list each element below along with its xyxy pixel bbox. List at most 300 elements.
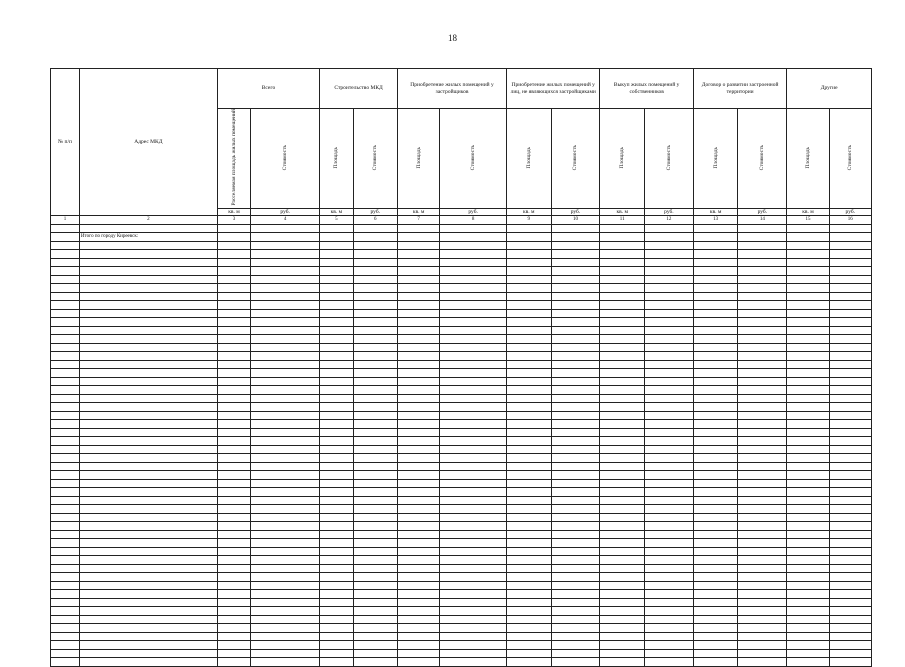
row-number	[51, 377, 80, 386]
row-value	[217, 556, 250, 565]
row-value	[551, 598, 600, 607]
row-number	[51, 479, 80, 488]
row-value	[398, 624, 440, 633]
subheader-area: Площадь	[525, 146, 532, 168]
row-value	[693, 352, 737, 361]
row-value	[353, 267, 398, 276]
row-address	[79, 411, 217, 420]
row-address	[79, 615, 217, 624]
row-value	[738, 564, 787, 573]
header-num: № п/п	[51, 69, 80, 216]
row-value	[320, 632, 353, 641]
row-value	[738, 241, 787, 250]
row-value	[738, 224, 787, 233]
row-number	[51, 301, 80, 310]
row-number	[51, 394, 80, 403]
row-value	[398, 326, 440, 335]
row-value	[398, 590, 440, 599]
row-value	[353, 564, 398, 573]
table-row	[51, 258, 872, 267]
row-value	[217, 292, 250, 301]
row-value	[251, 462, 320, 471]
row-value	[217, 479, 250, 488]
row-value	[600, 403, 644, 412]
row-value	[644, 335, 693, 344]
row-number	[51, 250, 80, 259]
row-value	[507, 581, 551, 590]
row-address	[79, 267, 217, 276]
row-value	[551, 454, 600, 463]
row-value	[644, 641, 693, 650]
table-row	[51, 369, 872, 378]
table-row	[51, 250, 872, 259]
row-value	[738, 556, 787, 565]
row-value	[829, 318, 871, 327]
subheader-cost: Стоимость	[665, 144, 672, 170]
row-value	[440, 403, 507, 412]
row-value	[440, 624, 507, 633]
row-value	[217, 488, 250, 497]
row-value	[787, 505, 829, 514]
row-value	[217, 360, 250, 369]
row-value	[353, 394, 398, 403]
column-number: 12	[644, 216, 693, 225]
row-value	[217, 369, 250, 378]
row-value	[353, 479, 398, 488]
row-value	[440, 241, 507, 250]
row-value	[353, 301, 398, 310]
row-value	[829, 394, 871, 403]
row-value	[320, 437, 353, 446]
row-value	[217, 573, 250, 582]
row-value	[787, 547, 829, 556]
row-address	[79, 547, 217, 556]
row-value	[600, 607, 644, 616]
unit-area: кв. м	[600, 208, 644, 215]
row-value	[600, 471, 644, 480]
row-value	[551, 624, 600, 633]
row-value	[507, 309, 551, 318]
row-value	[353, 360, 398, 369]
row-value	[738, 437, 787, 446]
row-value	[217, 624, 250, 633]
row-value	[440, 369, 507, 378]
row-value	[787, 335, 829, 344]
row-value	[644, 479, 693, 488]
row-value	[693, 420, 737, 429]
row-value	[440, 292, 507, 301]
row-value	[644, 437, 693, 446]
row-value	[353, 471, 398, 480]
row-value	[217, 590, 250, 599]
row-value	[787, 590, 829, 599]
column-number: 2	[79, 216, 217, 225]
table-row	[51, 607, 872, 616]
row-value	[738, 352, 787, 361]
row-value	[398, 292, 440, 301]
row-value	[353, 598, 398, 607]
row-value	[829, 547, 871, 556]
row-value	[787, 241, 829, 250]
subheader-area: Площадь	[619, 146, 626, 168]
row-value	[644, 564, 693, 573]
row-value	[693, 496, 737, 505]
row-value	[353, 641, 398, 650]
row-value	[440, 360, 507, 369]
row-value	[644, 488, 693, 497]
row-value	[251, 479, 320, 488]
row-value	[353, 462, 398, 471]
row-value	[251, 505, 320, 514]
row-address	[79, 394, 217, 403]
table-row	[51, 632, 872, 641]
table-row	[51, 556, 872, 565]
header-purchase-non-developers: Приобретение жилых помещений у лиц, не являющихся застройщиками	[507, 69, 600, 109]
row-value	[829, 292, 871, 301]
row-value	[217, 632, 250, 641]
row-value	[398, 479, 440, 488]
row-value	[738, 581, 787, 590]
row-value	[600, 632, 644, 641]
table-row	[51, 564, 872, 573]
row-value	[440, 496, 507, 505]
row-value	[398, 564, 440, 573]
row-value	[693, 488, 737, 497]
row-value	[787, 632, 829, 641]
row-value	[551, 615, 600, 624]
row-value	[600, 598, 644, 607]
row-address	[79, 530, 217, 539]
row-value	[320, 488, 353, 497]
column-number: 4	[251, 216, 320, 225]
row-value	[693, 624, 737, 633]
row-value	[829, 241, 871, 250]
row-value	[320, 377, 353, 386]
row-value	[829, 411, 871, 420]
row-value	[398, 420, 440, 429]
row-number	[51, 471, 80, 480]
table-row	[51, 224, 872, 233]
row-value	[551, 437, 600, 446]
row-value	[600, 564, 644, 573]
row-value	[551, 573, 600, 582]
row-value	[507, 386, 551, 395]
row-value	[507, 658, 551, 667]
column-number: 5	[320, 216, 353, 225]
row-value	[251, 292, 320, 301]
row-value	[507, 250, 551, 259]
row-number	[51, 513, 80, 522]
row-value	[644, 284, 693, 293]
row-value	[829, 224, 871, 233]
row-value	[217, 343, 250, 352]
row-value	[217, 224, 250, 233]
row-value	[440, 394, 507, 403]
row-value	[600, 624, 644, 633]
row-value	[507, 224, 551, 233]
row-address	[79, 658, 217, 667]
row-value	[251, 547, 320, 556]
row-value	[738, 488, 787, 497]
row-value	[507, 394, 551, 403]
row-value	[829, 275, 871, 284]
row-value	[398, 598, 440, 607]
row-value	[693, 615, 737, 624]
row-value	[398, 258, 440, 267]
row-value	[600, 462, 644, 471]
row-value	[738, 624, 787, 633]
row-value	[738, 360, 787, 369]
row-value	[693, 292, 737, 301]
row-value	[738, 649, 787, 658]
row-value	[644, 581, 693, 590]
row-value	[644, 369, 693, 378]
row-value	[644, 496, 693, 505]
row-value	[600, 445, 644, 454]
row-number	[51, 284, 80, 293]
row-value	[440, 411, 507, 420]
row-value	[398, 301, 440, 310]
row-value	[693, 343, 737, 352]
row-address	[79, 607, 217, 616]
column-number: 9	[507, 216, 551, 225]
row-address	[79, 479, 217, 488]
table-row	[51, 658, 872, 667]
row-value	[353, 241, 398, 250]
row-value	[551, 394, 600, 403]
subheader-cost: Стоимость	[282, 144, 289, 170]
subheader-cost: Стоимость	[572, 144, 579, 170]
row-value	[787, 522, 829, 531]
row-value	[251, 556, 320, 565]
table-row	[51, 437, 872, 446]
row-value	[440, 573, 507, 582]
table-row	[51, 505, 872, 514]
row-value	[320, 522, 353, 531]
row-value	[398, 250, 440, 259]
row-value	[217, 471, 250, 480]
row-value	[440, 581, 507, 590]
row-value	[787, 530, 829, 539]
row-value	[398, 318, 440, 327]
row-value	[251, 590, 320, 599]
row-value	[353, 496, 398, 505]
row-value	[217, 241, 250, 250]
table-row	[51, 411, 872, 420]
row-value	[551, 632, 600, 641]
row-value	[551, 301, 600, 310]
header-other: Другие	[787, 69, 872, 109]
row-value	[353, 539, 398, 548]
subheader-cost: Стоимость	[372, 144, 379, 170]
row-value	[551, 641, 600, 650]
row-value	[738, 343, 787, 352]
row-value	[251, 403, 320, 412]
row-value	[217, 352, 250, 361]
table-row	[51, 420, 872, 429]
row-value	[353, 590, 398, 599]
row-value	[398, 505, 440, 514]
row-value	[398, 394, 440, 403]
row-value	[440, 343, 507, 352]
row-value	[829, 539, 871, 548]
row-value	[217, 403, 250, 412]
row-value	[600, 292, 644, 301]
row-value	[353, 224, 398, 233]
row-value	[644, 352, 693, 361]
row-value	[507, 326, 551, 335]
row-value	[320, 292, 353, 301]
row-value	[644, 292, 693, 301]
row-number	[51, 615, 80, 624]
subheader-cost: Стоимость	[470, 144, 477, 170]
row-value	[787, 267, 829, 276]
row-value	[600, 301, 644, 310]
row-value	[693, 607, 737, 616]
row-value	[600, 386, 644, 395]
row-number	[51, 624, 80, 633]
table-row	[51, 352, 872, 361]
table-row	[51, 403, 872, 412]
row-value	[320, 513, 353, 522]
row-value	[693, 284, 737, 293]
row-value	[507, 496, 551, 505]
row-value	[251, 539, 320, 548]
row-value	[787, 624, 829, 633]
row-value	[644, 615, 693, 624]
row-value	[507, 428, 551, 437]
row-value	[353, 522, 398, 531]
row-value	[693, 513, 737, 522]
row-value	[787, 479, 829, 488]
row-value	[440, 556, 507, 565]
row-value	[600, 513, 644, 522]
row-value	[398, 284, 440, 293]
row-value	[217, 505, 250, 514]
row-value	[398, 615, 440, 624]
row-value	[829, 556, 871, 565]
row-value	[551, 258, 600, 267]
unit-money: руб.	[644, 208, 693, 215]
row-number	[51, 309, 80, 318]
row-value	[251, 496, 320, 505]
row-value	[644, 522, 693, 531]
row-value	[787, 377, 829, 386]
row-value	[353, 581, 398, 590]
table-row	[51, 615, 872, 624]
row-value	[787, 233, 829, 242]
row-value	[693, 556, 737, 565]
row-value	[693, 437, 737, 446]
row-value	[320, 445, 353, 454]
row-value	[320, 539, 353, 548]
row-value	[398, 454, 440, 463]
row-value	[353, 258, 398, 267]
unit-area: кв. м	[507, 208, 551, 215]
row-value	[353, 488, 398, 497]
row-value	[787, 318, 829, 327]
column-number: 7	[398, 216, 440, 225]
row-value	[693, 369, 737, 378]
table-row	[51, 530, 872, 539]
row-value	[320, 598, 353, 607]
row-value	[829, 309, 871, 318]
row-value	[507, 454, 551, 463]
unit-money: руб.	[440, 208, 507, 215]
row-value	[320, 454, 353, 463]
row-value	[440, 632, 507, 641]
row-value	[398, 377, 440, 386]
row-value	[440, 326, 507, 335]
row-address	[79, 437, 217, 446]
row-number	[51, 369, 80, 378]
row-value	[507, 241, 551, 250]
row-value	[217, 301, 250, 310]
row-value	[829, 360, 871, 369]
column-number: 1	[51, 216, 80, 225]
row-value	[787, 301, 829, 310]
row-value	[320, 530, 353, 539]
row-value	[320, 250, 353, 259]
row-value	[398, 488, 440, 497]
row-value	[440, 437, 507, 446]
row-value	[217, 658, 250, 667]
row-value	[507, 598, 551, 607]
row-value	[787, 309, 829, 318]
row-value	[320, 420, 353, 429]
row-value	[551, 326, 600, 335]
row-value	[440, 539, 507, 548]
row-value	[829, 377, 871, 386]
row-value	[693, 479, 737, 488]
row-value	[217, 649, 250, 658]
row-number	[51, 420, 80, 429]
row-value	[829, 462, 871, 471]
row-value	[398, 539, 440, 548]
row-value	[644, 267, 693, 276]
row-value	[320, 360, 353, 369]
row-value	[644, 275, 693, 284]
row-value	[251, 598, 320, 607]
row-value	[320, 386, 353, 395]
row-value	[693, 241, 737, 250]
row-value	[600, 284, 644, 293]
subheader-area: Площадь	[804, 146, 811, 168]
row-number	[51, 547, 80, 556]
row-value	[693, 598, 737, 607]
row-value	[440, 615, 507, 624]
row-value	[829, 326, 871, 335]
row-value	[251, 318, 320, 327]
row-value	[251, 258, 320, 267]
row-value	[551, 479, 600, 488]
row-value	[251, 488, 320, 497]
row-value	[398, 573, 440, 582]
row-value	[353, 250, 398, 259]
row-value	[398, 641, 440, 650]
row-address	[79, 386, 217, 395]
row-value	[829, 564, 871, 573]
column-number: 3	[217, 216, 250, 225]
row-value	[507, 445, 551, 454]
row-value	[738, 309, 787, 318]
row-value	[829, 522, 871, 531]
row-value	[440, 505, 507, 514]
row-value	[738, 258, 787, 267]
row-value	[738, 267, 787, 276]
row-value	[251, 369, 320, 378]
row-value	[600, 530, 644, 539]
